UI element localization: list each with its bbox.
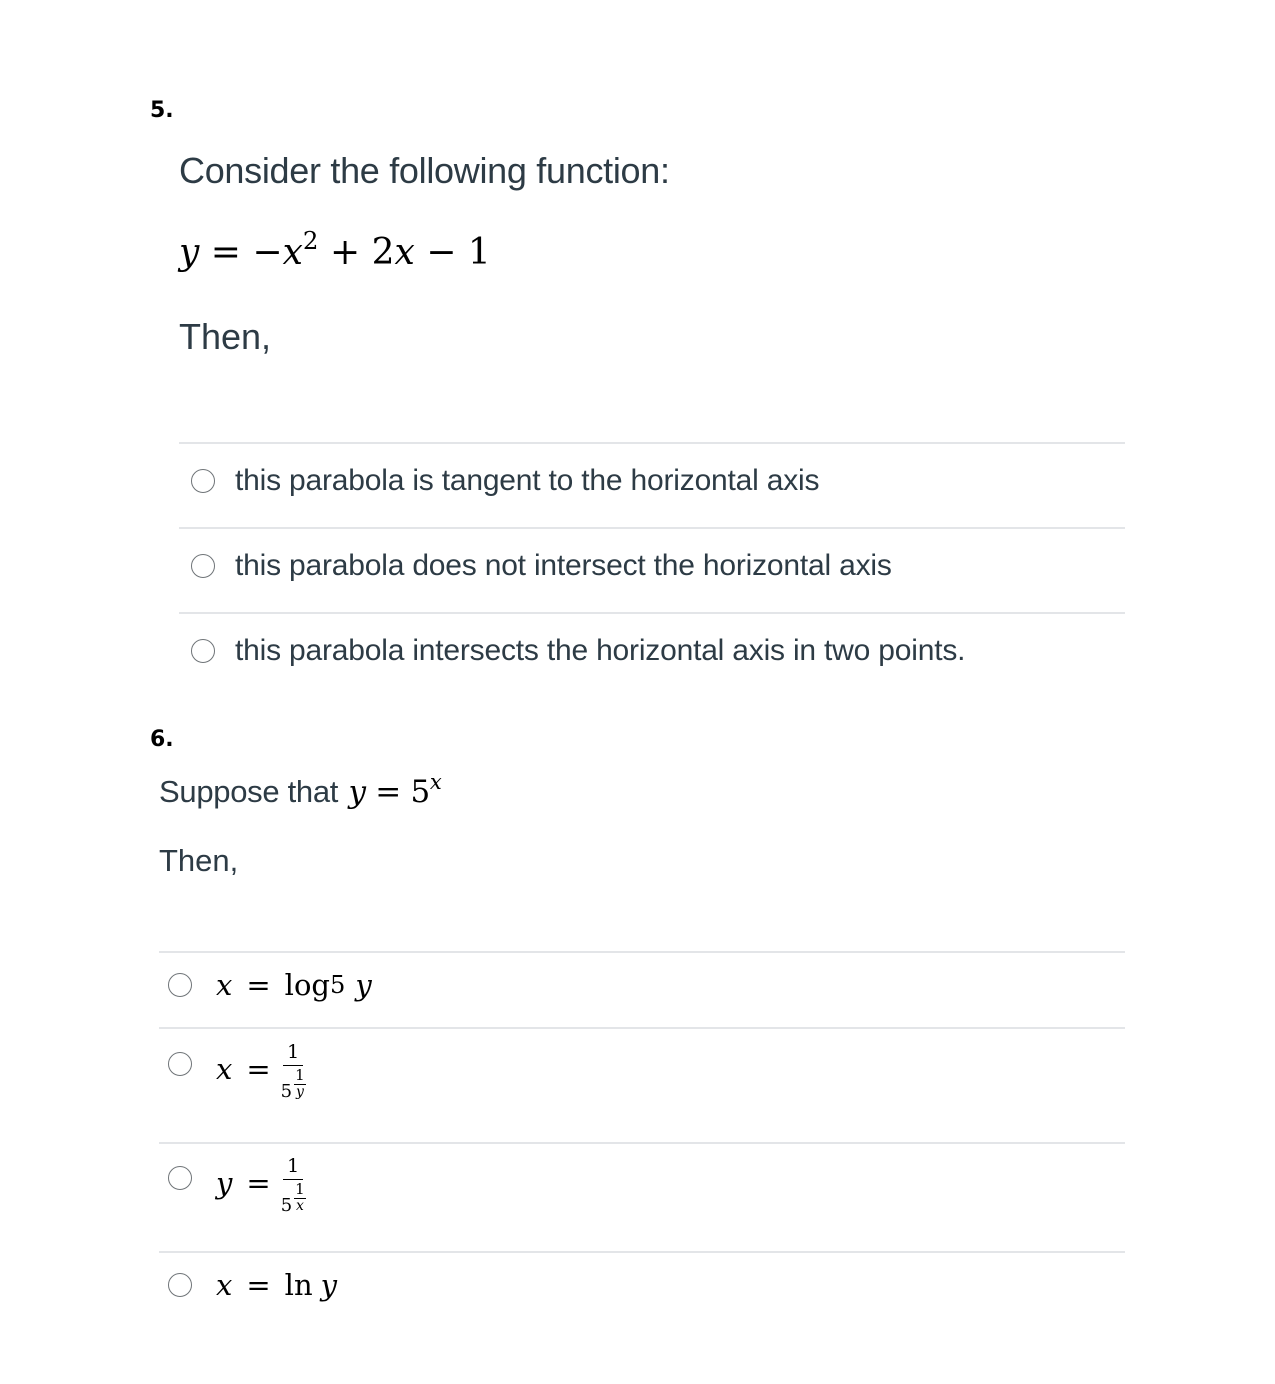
- prompt-math: y = 5$^x$: [348, 768, 442, 810]
- question-5-number: 5.: [150, 98, 174, 123]
- question-6-number: 6.: [150, 727, 174, 752]
- fraction-denominator: 5 $\frac{1}{y}$: [280, 1065, 305, 1102]
- fraction: [281, 1042, 306, 1102]
- divider: [179, 527, 1125, 529]
- divider: [179, 612, 1125, 614]
- divider: [159, 1251, 1125, 1253]
- question-6-option-4[interactable]: [168, 1268, 337, 1302]
- option-label: this parabola does not intersect the horizontal axis: [235, 549, 892, 582]
- fraction-denominator: 5 $\frac{1}{x}$: [280, 1179, 305, 1216]
- radio-button[interactable]: [168, 1166, 192, 1190]
- question-5-equation: $y = -x^2 + 2x - 1$: [179, 225, 491, 273]
- question-5-option-3[interactable]: [191, 634, 965, 668]
- question-5-then: Then,: [179, 316, 272, 357]
- question-5-option-2[interactable]: [191, 549, 892, 583]
- question-6-option-1[interactable]: [168, 968, 372, 1002]
- divider: [159, 951, 1125, 953]
- option-math: x = 1 5 $\frac{1}{y}$: [216, 1041, 305, 1102]
- fraction-numerator: 1: [283, 1042, 303, 1066]
- question-5-option-1[interactable]: [191, 464, 819, 498]
- fraction: [281, 1156, 306, 1216]
- radio-button[interactable]: [168, 1273, 192, 1297]
- divider: [179, 442, 1125, 444]
- divider: [159, 1027, 1125, 1029]
- option-math: x = ln y: [216, 1268, 338, 1302]
- question-6-prompt: [159, 768, 442, 810]
- radio-button[interactable]: [191, 554, 215, 578]
- radio-button[interactable]: [191, 469, 215, 493]
- option-label: this parabola intersects the horizontal axis in two points.: [235, 634, 966, 667]
- fraction-numerator: 1: [283, 1156, 303, 1180]
- radio-button[interactable]: [168, 973, 192, 997]
- question-6-then: Then,: [159, 843, 239, 878]
- divider: [159, 1142, 1125, 1144]
- prompt-text: Suppose that: [159, 774, 339, 809]
- radio-button[interactable]: [191, 639, 215, 663]
- option-label: this parabola is tangent to the horizontal axis: [235, 464, 820, 497]
- question-6-option-3[interactable]: [168, 1156, 306, 1216]
- radio-button[interactable]: [168, 1052, 192, 1076]
- option-math: x = log 5 y: [216, 968, 372, 1002]
- question-5-prompt: Consider the following function:: [179, 150, 670, 191]
- option-math: y = 1 5 $\frac{1}{x}$: [216, 1155, 305, 1216]
- question-6-option-2[interactable]: [168, 1042, 306, 1102]
